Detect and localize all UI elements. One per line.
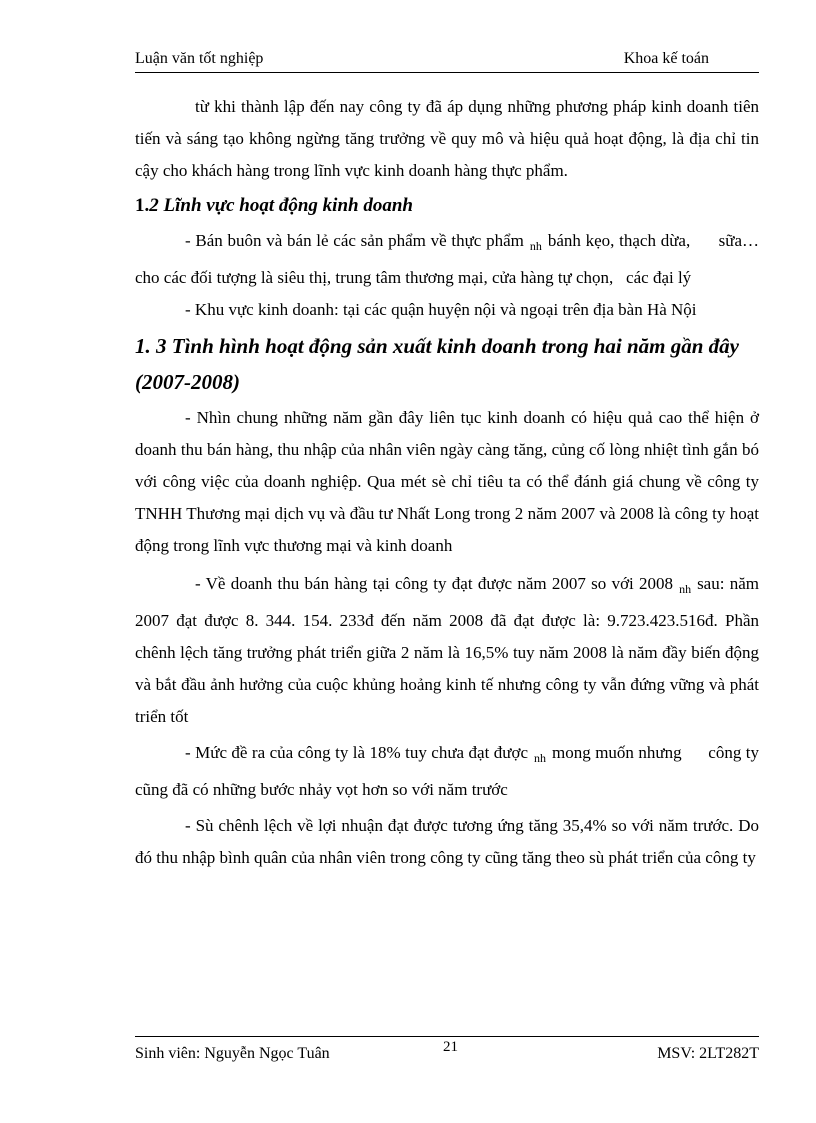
paragraph-target bbox=[135, 737, 764, 806]
footer-student-id: MSV: 2LT282T bbox=[657, 1045, 759, 1062]
page-body bbox=[135, 91, 764, 874]
heading-1-2 bbox=[135, 187, 759, 225]
paragraph-revenue-b: sau: năm 2007 đạt được 8. 344. 154. 233đ đến năm 2008 đã đạt được là: 9.723.423.516đ. Phần chênh lệch tăng trưởng phát triển giữa 2 năm là 16,5% tuy năm 2008 là năm đầy biến động và bắt đầu ảnh hưởng của cuộc khủng hoảng kinh tế nhưng công ty vẫn đứng vững và phát triển tốt bbox=[135, 574, 759, 726]
header-department: Khoa kế toán bbox=[623, 50, 709, 67]
paragraph-business-area: - Khu vực kinh doanh: tại các quận huyện nội và ngoại trên địa bàn Hà Nội bbox=[185, 300, 697, 319]
heading-1-2-text: 2 Lĩnh vực hoạt động kinh doanh bbox=[149, 195, 413, 216]
paragraph-products-b: bánh kẹo, thạch dừa, sữa…cho các đối tượng là siêu thị, trung tâm thương mại, cửa hàng tự chọn, các đại lý bbox=[135, 231, 759, 287]
paragraph-revenue bbox=[135, 568, 759, 733]
paragraph-products-a: - Bán buôn và bán lẻ các sản phẩm về thực phẩm bbox=[185, 231, 524, 250]
paragraph-target-b: mong muốn nhưng công ty cũng đã có những bước nhảy vọt hơn so với năm trước bbox=[135, 743, 764, 799]
paragraph-products bbox=[135, 225, 759, 294]
paragraph-revenue-a: - Về doanh thu bán hàng tại công ty đạt được năm 2007 so với 2008 bbox=[195, 574, 674, 593]
footer-student-name: Sinh viên: Nguyễn Ngọc Tuân bbox=[135, 1045, 330, 1062]
paragraph-intro: từ khi thành lập đến nay công ty đã áp dụng những phương pháp kinh doanh tiên tiến và sáng tạo không ngừng tăng trưởng về quy mô và hiệu quả hoạt động, là địa chỉ tin cậy cho khách hàng trong lĩnh vực kinh doanh hàng thực phẩm. bbox=[135, 97, 759, 180]
heading-1-3: 1. 3 Tình hình hoạt động sản xuất kinh doanh trong hai năm gần đây (2007-2008) bbox=[135, 334, 739, 394]
page-footer bbox=[135, 1036, 759, 1067]
header-thesis-title: Luận văn tốt nghiệp bbox=[135, 50, 264, 67]
paragraph-target-sub: nh bbox=[534, 751, 547, 765]
paragraph-products-sub: nh bbox=[529, 239, 542, 253]
paragraph-target-a: - Mức đề ra của công ty là 18% tuy chưa đạt được bbox=[185, 743, 529, 762]
footer-page-number: 21 bbox=[443, 1039, 458, 1055]
paragraph-overview: - Nhìn chung những năm gần đây liên tục kinh doanh có hiệu quả cao thể hiện ở doanh thu bán hàng, thu nhập của nhân viên ngày càng tăng, củng cố lòng nhiệt tình gắn bó với công việc của doanh nghiệp. Qua mét sè chỉ tiêu ta có thể đánh giá chung về công ty TNHH Thương mại dịch vụ và đầu tư Nhất Long trong 2 năm 2007 và 2008 là công ty hoạt động trong lĩnh vực thương mại và kinh doanh bbox=[135, 408, 759, 555]
paragraph-revenue-sub: nh bbox=[679, 582, 692, 596]
paragraph-profit: - Sù chênh lệch về lợi nhuận đạt được tương ứng tăng 35,4% so với năm trước. Do đó thu nhập bình quân của nhân viên trong công ty cũng tăng theo sù phát triển của công ty bbox=[135, 816, 759, 867]
heading-1-2-number: 1. bbox=[135, 195, 150, 216]
page-header bbox=[135, 50, 759, 73]
